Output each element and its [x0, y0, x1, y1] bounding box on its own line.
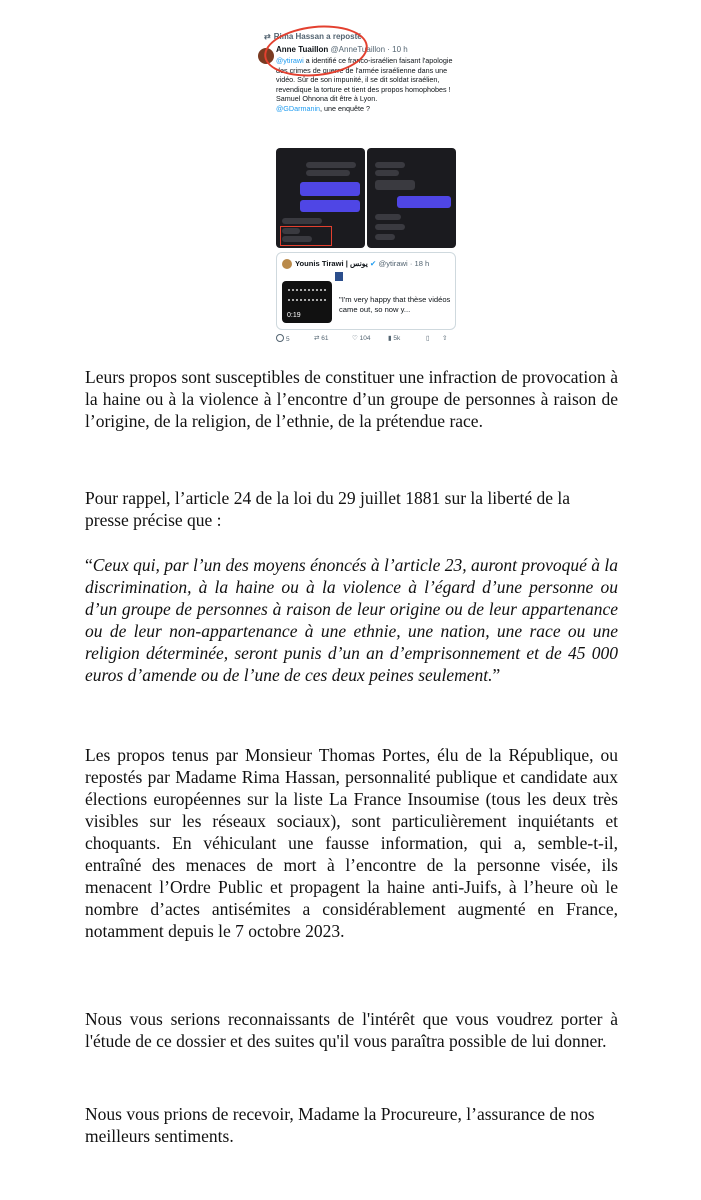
red-box-annotation — [280, 226, 332, 246]
video-thumbnail[interactable] — [282, 281, 332, 323]
paragraph-6: Nous vous prions de recevoir, Madame la Procureure, l’assurance de nos meilleurs sentiments. — [85, 1104, 595, 1146]
tweet-time: · 10 h — [387, 45, 408, 54]
quoted-name: Younis Tirawi | يونس — [295, 259, 368, 268]
reply-button[interactable]: 5 — [276, 334, 290, 342]
quoted-tweet[interactable] — [276, 252, 456, 330]
verified-icon: ✔ — [369, 259, 377, 268]
quoted-avatar — [282, 259, 292, 269]
mention-link-2: @GDarmanin — [276, 103, 321, 113]
repost-icon: ⇄ — [264, 32, 271, 41]
paragraph-2: Pour rappel, l’article 24 de la loi du 29 juillet 1881 sur la liberté de la presse précise que : — [85, 488, 571, 530]
repost-button[interactable]: ⇄ 61 — [314, 335, 329, 342]
paragraph-5: Nous vous serions reconnaissants de l'intérêt que vous voudrez porter à l'étude de ce dossier et des suites qu'il vous paraîtra possible de lui donner. — [85, 1009, 618, 1051]
share-button[interactable] — [442, 334, 447, 342]
quoted-time: · 18 h — [409, 259, 430, 268]
author-name: Anne Tuaillon — [276, 45, 329, 54]
flag-icon — [335, 272, 343, 281]
heart-icon: ♡ — [352, 335, 360, 342]
mention-link: @ytirawi — [276, 56, 304, 65]
chat-screenshot-1 — [276, 148, 365, 248]
tweet-screenshot — [248, 14, 462, 342]
bookmark-icon: ▯ — [426, 335, 430, 342]
law-quote: Ceux qui, par l’un des moyens énoncés à l’article 23, auront provoqué à la discrimination, à la haine ou à la violence à l’égard d’une personne ou d’un groupe de personnes à raison de leur origine ou de leur appartenance ou de leur non-appartenance à une ethnie, une nation, une race ou une religion déterminée, seront punis d’un an d’emprisonnement et de 45 000 euros d’amende ou de l’une de ces deux peines seulement. — [85, 555, 618, 685]
like-button[interactable]: ♡ 104 — [352, 335, 371, 342]
repost-icon: ⇄ — [314, 335, 322, 342]
tweet-body: @ytirawi a identifié ce franco-israélien faisant l'apologie des crimes de guerre de l'armée israélienne dans une vidéo. Sûr de son impunité, il se dit soldat israélien, revendique la torture et tient des propos homophobes ! Samuel Ohnona dit être à Lyon. @GDarmanin, une enquête ? — [276, 56, 453, 113]
quoted-author — [295, 259, 429, 268]
author-handle: @AnneTuaillon — [330, 45, 386, 54]
quoted-text: "I'm very happy that thèse vidéos came out, so now y... — [339, 295, 451, 314]
waveform-icon — [288, 289, 326, 301]
share-icon: ⇧ — [442, 335, 448, 342]
reply-icon — [276, 334, 284, 342]
tweet-media — [276, 148, 456, 258]
repost-label: ⇄ Rima Hassan a reposté — [264, 32, 362, 41]
tweet-actions — [276, 334, 456, 342]
paragraph-4: Les propos tenus par Monsieur Thomas Portes, élu de la République, ou repostés par Madame Rima Hassan, personnalité publique et candidate aux élections européennes sur la liste La France Insoumise (tous les deux très visibles sur les réseaux sociaux), sont particulièrement inquiétants et choquants. En véhiculant une fausse information, qui a, semble-t-il, entraîné des menaces de mort à l’encontre de la personne visée, ils menacent l’Ordre Public et propagent la haine anti-Juifs, à l’heure où le nombre d’actes antisémites a considérablement augmenté en France, notamment depuis le 7 octobre 2023. — [85, 745, 618, 941]
paragraph-3-quote: “Ceux qui, par l’un des moyens énoncés à l’article 23, auront provoqué à la discrimination, à la haine ou à la violence à l’égard d’une personne ou d’un groupe de personnes à raison de leur origine ou de leur appartenance ou de leur non-appartenance à une ethnie, une nation, une race ou une religion déterminée, seront punis d’un an d’emprisonnement et de 45 000 euros d’amende ou de l’une de ces deux peines seulement.” — [85, 555, 618, 685]
video-duration: 0:19 — [287, 312, 301, 319]
views-icon: ▮ — [388, 335, 394, 342]
views-button[interactable]: ▮ 5k — [388, 335, 401, 342]
bookmark-button[interactable] — [426, 334, 430, 342]
quoted-handle: @ytirawi — [378, 259, 408, 268]
chat-screenshot-2 — [367, 148, 456, 248]
paragraph-1: Leurs propos sont susceptibles de constituer une infraction de provocation à la haine ou à la violence à l’encontre d’un groupe de personnes à raison de l’origine, de la religion, de l’ethnie, de la prétendue race. — [85, 367, 618, 431]
